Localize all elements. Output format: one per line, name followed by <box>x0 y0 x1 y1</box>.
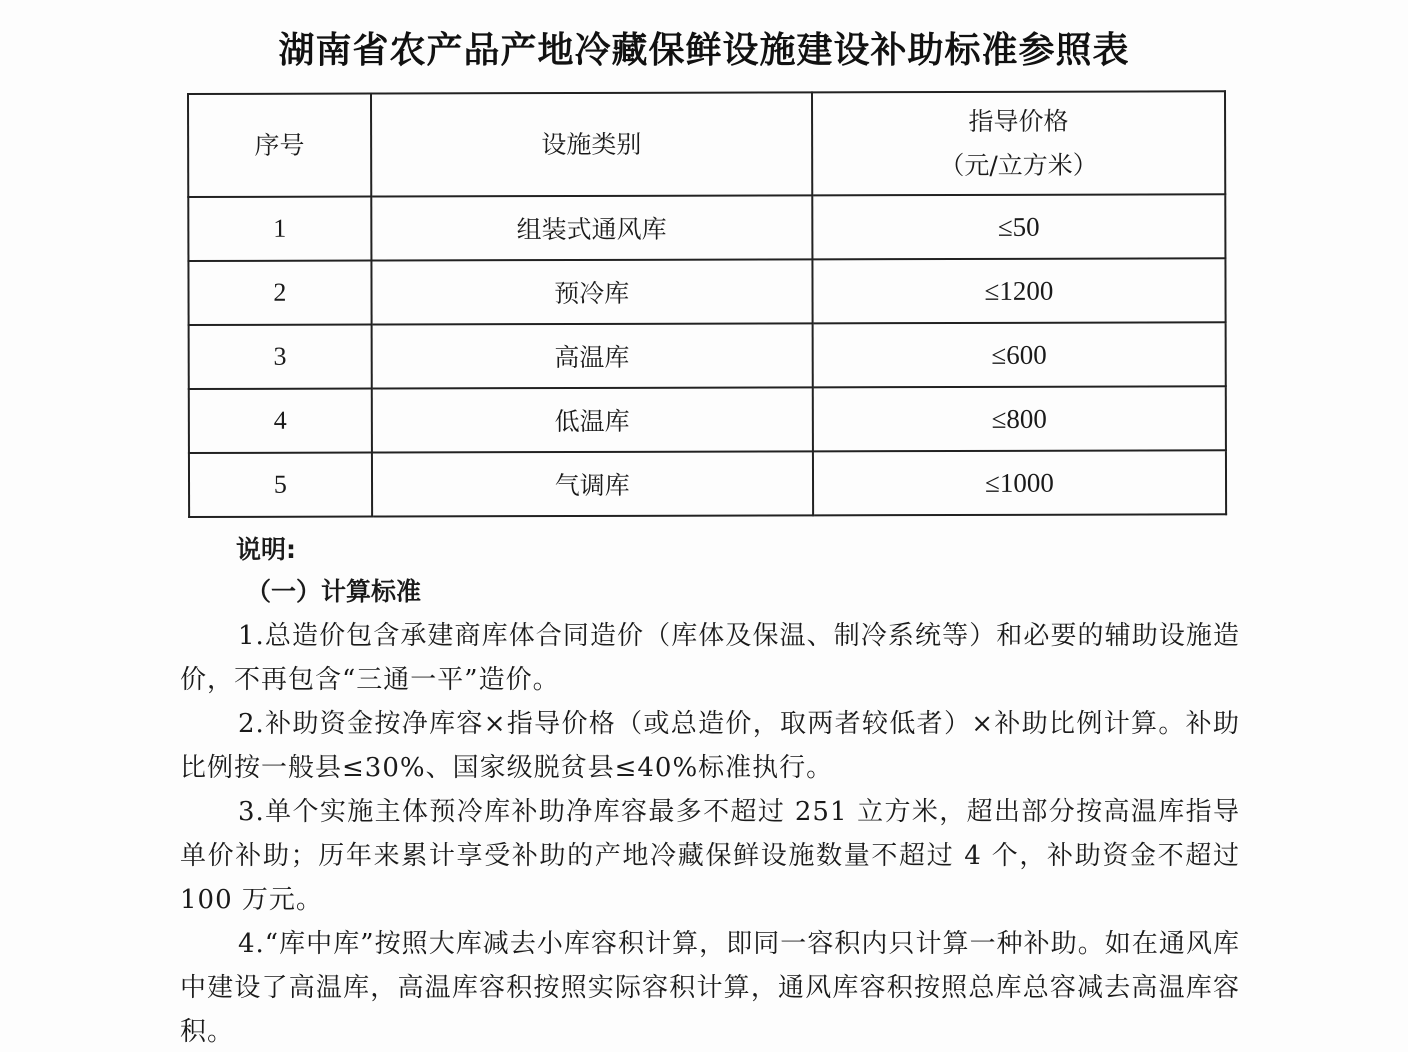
table-row <box>188 194 1225 261</box>
subsidy-standard-table <box>187 90 1227 518</box>
header-price-title: 指导价格 <box>968 106 1069 136</box>
note-paragraph-3: 3.单个实施主体预冷库补助净库容最多不超过 251 立方米，超出部分按高温库指导单价补助；历年来累计享受补助的产地冷藏保鲜设施数量不超过 4 个，补助资金不超过 100 万元。 <box>180 797 1240 915</box>
row-price: ≤800 <box>813 386 1226 451</box>
table-row <box>189 450 1226 517</box>
table-row <box>189 386 1226 453</box>
header-price-unit: （元/立方米） <box>939 150 1098 180</box>
header-seq: 序号 <box>188 94 371 197</box>
header-category: 设施类别 <box>371 92 812 196</box>
row-seq: 5 <box>189 453 372 517</box>
document-title: 湖南省农产品产地冷藏保鲜设施建设补助标准参照表 <box>278 30 1130 71</box>
row-category: 高温库 <box>371 323 812 388</box>
header-price <box>812 91 1226 195</box>
row-seq: 3 <box>189 325 372 389</box>
table-row <box>188 258 1225 325</box>
row-category: 预冷库 <box>371 259 812 324</box>
notes-subheading: （一）计算标准 <box>246 577 422 606</box>
row-price: ≤1000 <box>813 450 1226 515</box>
note-paragraph-1: 1.总造价包含承建商库体合同造价（库体及保温、制冷系统等）和必要的辅助设施造价，不再包含“三通一平”造价。 <box>180 621 1240 695</box>
row-seq: 2 <box>188 261 371 325</box>
row-category: 组装式通风库 <box>371 195 812 260</box>
row-category: 低温库 <box>371 387 812 452</box>
row-price: ≤50 <box>812 194 1225 259</box>
row-seq: 4 <box>189 389 372 453</box>
note-paragraph-4: 4.“库中库”按照大库减去小库容积计算，即同一容积内只计算一种补助。如在通风库中建设了高温库，高温库容积按照实际容积计算，通风库容积按照总库总容减去高温库容积。 <box>180 929 1240 1047</box>
table-row <box>189 322 1226 389</box>
row-seq: 1 <box>188 197 371 261</box>
table-header-row <box>188 91 1225 197</box>
notes-heading: 说明: <box>236 535 296 564</box>
row-category: 气调库 <box>372 451 813 516</box>
row-price: ≤600 <box>812 322 1225 387</box>
notes-section <box>180 530 1240 1054</box>
note-paragraph-2: 2.补助资金按净库容×指导价格（或总造价，取两者较低者）×补助比例计算。补助比例按一般县≤30%、国家级脱贫县≤40%标准执行。 <box>180 709 1240 783</box>
row-price: ≤1200 <box>812 258 1225 323</box>
